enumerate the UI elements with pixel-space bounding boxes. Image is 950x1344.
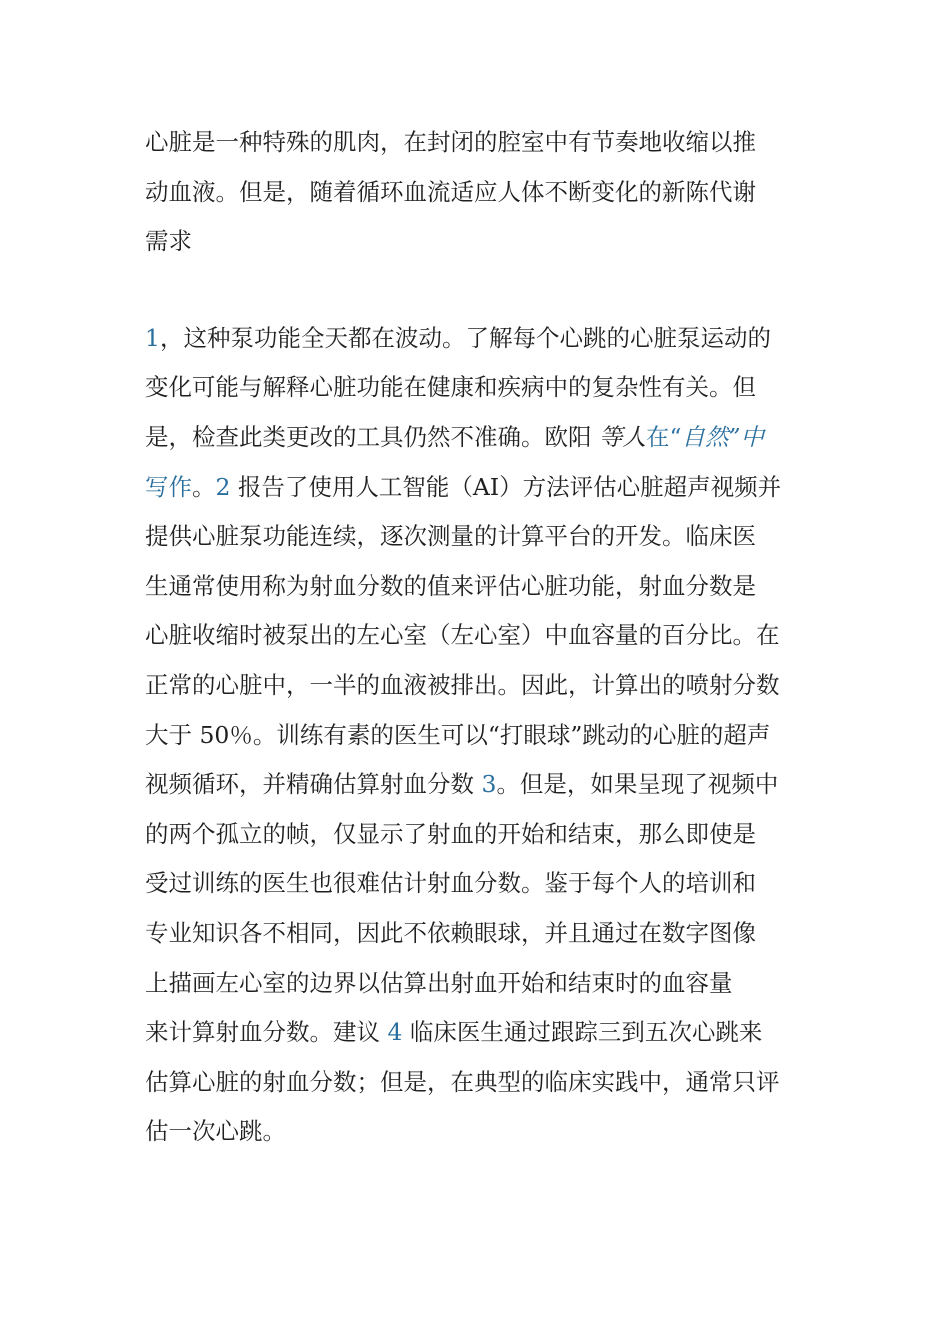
text-segment: 视频循环，并精确估算射血分数 (145, 770, 482, 799)
nature-journal-link[interactable]: 自然”中 (681, 422, 765, 451)
text-line: 估一次心跳。 (145, 1117, 286, 1146)
writing-link[interactable]: 写作 (145, 472, 192, 501)
reference-link-2[interactable]: 2 (215, 472, 231, 501)
et-al-text: 等人 (598, 422, 646, 451)
text-line: 提供心脏泵功能连续，逐次测量的计算平台的开发。临床医 (145, 522, 756, 551)
nature-link-prefix[interactable]: 在“ (645, 422, 682, 451)
text-line: 受过训练的医生也很难估计射血分数。鉴于每个人的培训和 (145, 869, 756, 898)
text-line (145, 760, 811, 810)
text-segment: 临床医生通过跟踪三到五次心跳来 (402, 1018, 763, 1047)
text-line (145, 463, 811, 513)
paragraph-2 (145, 314, 811, 1157)
reference-link-4[interactable]: 4 (387, 1018, 403, 1047)
text-line: 估算心脏的射血分数；但是，在典型的临床实践中，通常只评 (145, 1067, 780, 1096)
text-line: 心脏是一种特殊的肌肉，在封闭的腔室中有节奏地收缩以推 (145, 128, 756, 156)
text-segment: 。但是，如果呈现了视频中 (496, 770, 779, 799)
text-segment: 来计算射血分数。建议 (145, 1018, 388, 1047)
reference-link-1[interactable]: 1 (145, 323, 160, 352)
text-line: 变化可能与解释心脏功能在健康和疾病中的复杂性有关。但 (145, 373, 756, 402)
paragraph-1 (145, 118, 811, 267)
text-line: 上描画左心室的边界以估算出射血开始和结束时的血容量 (145, 968, 733, 997)
text-line: 专业知识各不相同，因此不依赖眼球，并且通过在数字图像 (145, 918, 756, 947)
text-line (145, 1008, 811, 1058)
text-line: 生通常使用称为射血分数的值来评估心脏功能，射血分数是 (145, 571, 756, 600)
text-line: 心脏收缩时被泵出的左心室（左心室）中血容量的百分比。在 (145, 621, 780, 650)
text-segment: 。 (192, 472, 216, 501)
text-line (145, 413, 811, 463)
text-line: 大于 50％。训练有素的医生可以“打眼球”跳动的心脏的超声 (145, 720, 771, 749)
text-line: 的两个孤立的帧，仅显示了射血的开始和结束，那么即使是 (145, 819, 756, 848)
text-line: 需求 (145, 227, 192, 256)
text-line (145, 314, 811, 364)
reference-link-3[interactable]: 3 (481, 770, 497, 799)
text-line: 正常的心脏中，一半的血液被排出。因此，计算出的喷射分数 (145, 670, 780, 699)
article-body (145, 118, 811, 1157)
text-segment: ，这种泵功能全天都在波动。了解每个心跳的心脏泵运动的 (159, 323, 771, 352)
text-segment: 报告了使用人工智能（AI）方法评估心脏超声视频并 (230, 472, 782, 501)
text-line: 动血液。但是，随着循环血流适应人体不断变化的新陈代谢 (145, 177, 756, 206)
text-segment: 是，检查此类更改的工具仍然不准确。欧阳 (145, 422, 599, 451)
